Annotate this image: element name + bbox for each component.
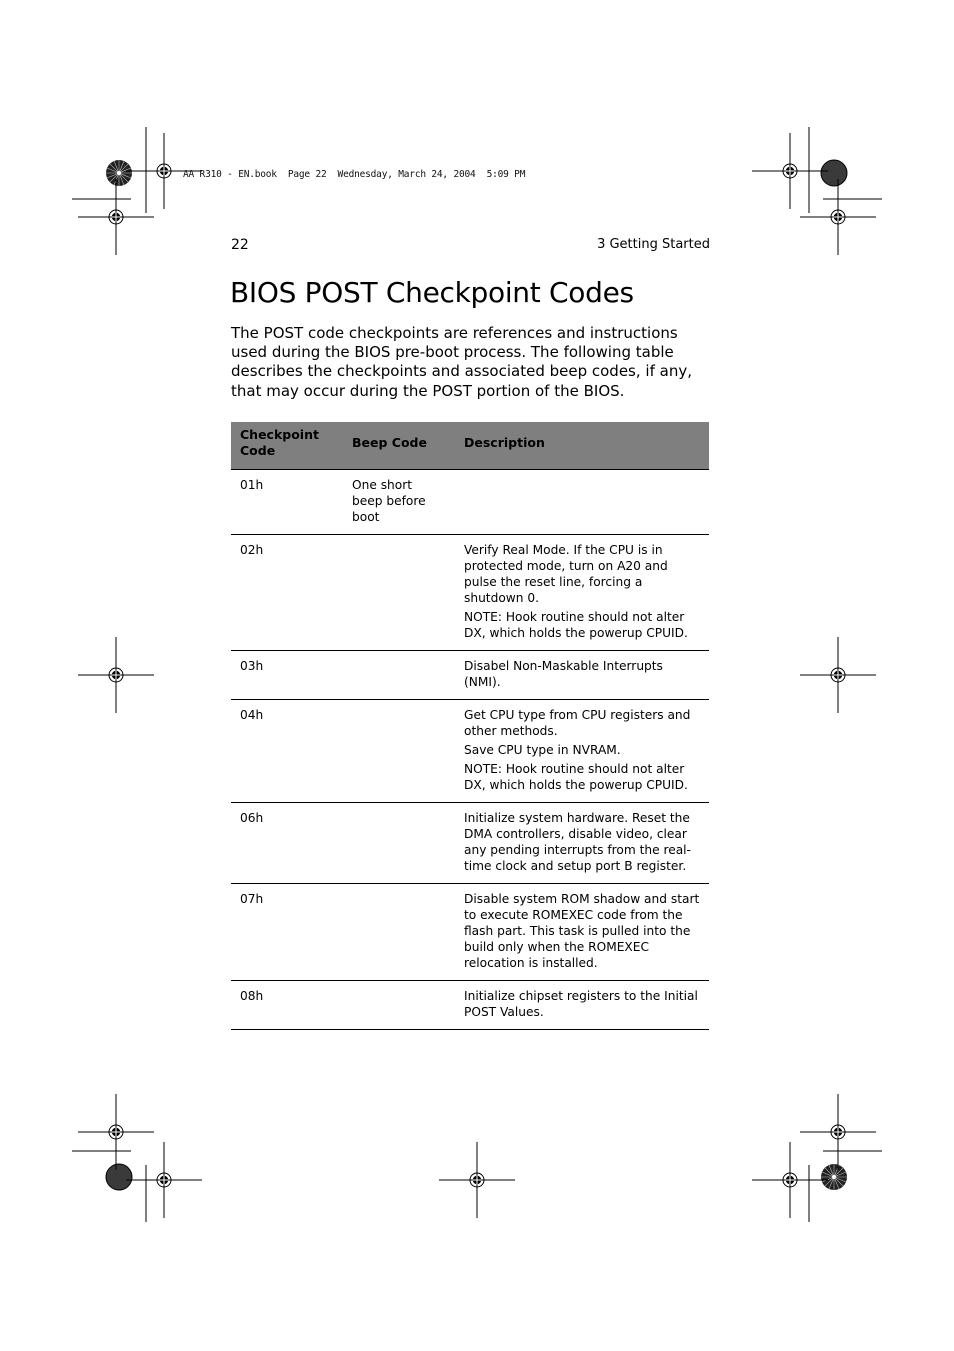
description-paragraph: Initialize system hardware. Reset the DMA controllers, disable video, clear any pending interrupts from the real-time clock and setup port B register.	[464, 811, 691, 873]
table-row	[231, 700, 709, 803]
cell-description	[455, 470, 709, 535]
cell-description	[455, 651, 709, 700]
cell-beep-code	[343, 981, 455, 1030]
beep-line: beep before	[352, 494, 426, 508]
header-checkpoint-code: Checkpoint Code	[231, 422, 343, 470]
description-paragraph: Get CPU type from CPU registers and other methods.	[464, 708, 691, 738]
cell-beep-code	[343, 884, 455, 981]
cell-description	[455, 884, 709, 981]
cell-checkpoint-code: 08h	[231, 981, 343, 1030]
table-row	[231, 803, 709, 884]
table-row	[231, 470, 709, 535]
table-row	[231, 535, 709, 651]
cell-checkpoint-code: 04h	[231, 700, 343, 803]
checkpoint-table	[231, 422, 709, 1030]
cell-beep-code	[343, 700, 455, 803]
running-header: 3 Getting Started	[597, 237, 710, 252]
table-row	[231, 651, 709, 700]
description-paragraph: Disable system ROM shadow and start to execute ROMEXEC code from the flash part. This task is pulled into the build only when the ROMEXEC relocation is installed.	[464, 892, 700, 970]
cell-description	[455, 535, 709, 651]
cell-description	[455, 981, 709, 1030]
cell-checkpoint-code: 02h	[231, 535, 343, 651]
cell-description	[455, 700, 709, 803]
table-header-row	[231, 422, 709, 470]
cell-checkpoint-code: 06h	[231, 803, 343, 884]
intro-paragraph: The POST code checkpoints are references and instructions used during the BIOS pre-boot process. The following table describes the checkpoints and associated beep codes, if any, that may occur during the POST portion of the BIOS.	[231, 324, 692, 400]
page-title: BIOS POST Checkpoint Codes	[230, 276, 634, 309]
cell-beep-code	[343, 470, 455, 535]
header-beep-code: Beep Code	[343, 422, 455, 470]
book-slug-line: AA R310 - EN.book Page 22 Wednesday, March 24, 2004 5:09 PM	[183, 169, 526, 180]
description-paragraph: Initialize chipset registers to the Initial POST Values.	[464, 989, 698, 1019]
header-description: Description	[455, 422, 709, 470]
cell-beep-code	[343, 651, 455, 700]
description-paragraph: Save CPU type in NVRAM.	[464, 743, 621, 757]
table-row	[231, 884, 709, 981]
cell-checkpoint-code: 03h	[231, 651, 343, 700]
description-paragraph: NOTE: Hook routine should not alter DX, which holds the powerup CPUID.	[464, 762, 688, 792]
cell-beep-code	[343, 803, 455, 884]
cell-description	[455, 803, 709, 884]
beep-line: boot	[352, 510, 380, 524]
description-paragraph: NOTE: Hook routine should not alter DX, which holds the powerup CPUID.	[464, 610, 688, 640]
description-paragraph: Verify Real Mode. If the CPU is in protected mode, turn on A20 and pulse the reset line, forcing a shutdown 0.	[464, 543, 668, 605]
beep-line: One short	[352, 478, 413, 492]
cell-checkpoint-code: 07h	[231, 884, 343, 981]
cell-beep-code	[343, 535, 455, 651]
page-number: 22	[231, 237, 249, 253]
description-paragraph: Disabel Non-Maskable Interrupts (NMI).	[464, 659, 663, 689]
cell-checkpoint-code: 01h	[231, 470, 343, 535]
table-row	[231, 981, 709, 1030]
